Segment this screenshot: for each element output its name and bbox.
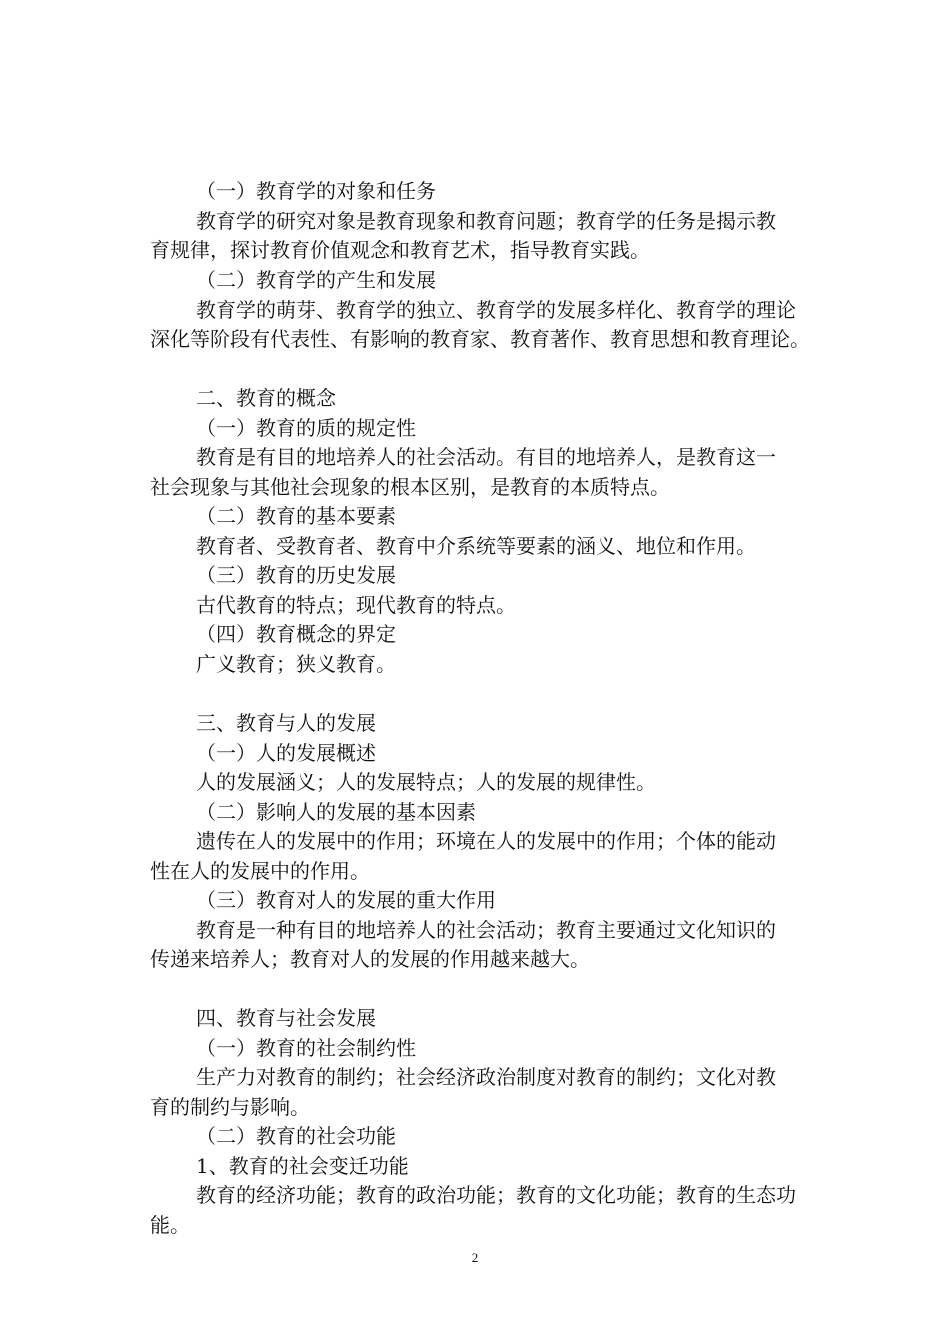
section-heading: 二、教育的概念 <box>196 386 336 410</box>
paragraph-line: 教育学的研究对象是教育现象和教育问题；教育学的任务是揭示教 <box>196 209 776 233</box>
paragraph-line: 教育的经济功能；教育的政治功能；教育的文化功能；教育的生态功 <box>196 1183 796 1207</box>
paragraph-line: 遗传在人的发展中的作用；环境在人的发展中的作用；个体的能动 <box>196 829 776 853</box>
subsection-heading: （二）影响人的发展的基本因素 <box>196 800 476 824</box>
paragraph-line: 深化等阶段有代表性、有影响的教育家、教育著作、教育思想和教育理论。 <box>150 327 810 351</box>
subsection-heading: （一）教育的质的规定性 <box>196 416 416 440</box>
paragraph-line: 教育是有目的地培养人的社会活动。有目的地培养人，是教育这一 <box>196 445 776 469</box>
subsection-heading: （二）教育的社会功能 <box>196 1124 396 1148</box>
paragraph-line: 性在人的发展中的作用。 <box>150 859 370 883</box>
paragraph-line: 育规律，探讨教育价值观念和教育艺术，指导教育实践。 <box>150 238 650 262</box>
subsection-heading: （一）教育学的对象和任务 <box>196 179 436 203</box>
paragraph-line: 教育学的萌芽、教育学的独立、教育学的发展多样化、教育学的理论 <box>196 298 796 322</box>
subsection-heading: （三）教育对人的发展的重大作用 <box>196 888 496 912</box>
section-heading: 四、教育与社会发展 <box>196 1006 376 1030</box>
subsection-heading: （四）教育概念的界定 <box>196 622 396 646</box>
subsection-heading: （二）教育的基本要素 <box>196 504 396 528</box>
paragraph-line: 生产力对教育的制约；社会经济政治制度对教育的制约；文化对教 <box>196 1065 776 1089</box>
numbered-heading: 1、教育的社会变迁功能 <box>196 1154 409 1178</box>
paragraph-line: 育的制约与影响。 <box>150 1095 310 1119</box>
paragraph-line: 古代教育的特点；现代教育的特点。 <box>196 593 516 617</box>
paragraph-line: 广义教育；狭义教育。 <box>196 652 396 676</box>
paragraph-line: 能。 <box>150 1213 190 1237</box>
paragraph-line: 人的发展涵义；人的发展特点；人的发展的规律性。 <box>196 770 656 794</box>
paragraph-line: 教育是一种有目的地培养人的社会活动；教育主要通过文化知识的 <box>196 918 776 942</box>
paragraph-line: 教育者、受教育者、教育中介系统等要素的涵义、地位和作用。 <box>196 534 756 558</box>
subsection-heading: （一）教育的社会制约性 <box>196 1036 416 1060</box>
paragraph-line: 社会现象与其他社会现象的根本区别，是教育的本质特点。 <box>150 475 670 499</box>
subsection-heading: （一）人的发展概述 <box>196 741 376 765</box>
subsection-heading: （三）教育的历史发展 <box>196 563 396 587</box>
page-number: 2 <box>471 1250 479 1265</box>
section-heading: 三、教育与人的发展 <box>196 711 376 735</box>
paragraph-line: 传递来培养人；教育对人的发展的作用越来越大。 <box>150 947 590 971</box>
subsection-heading: （二）教育学的产生和发展 <box>196 268 436 292</box>
